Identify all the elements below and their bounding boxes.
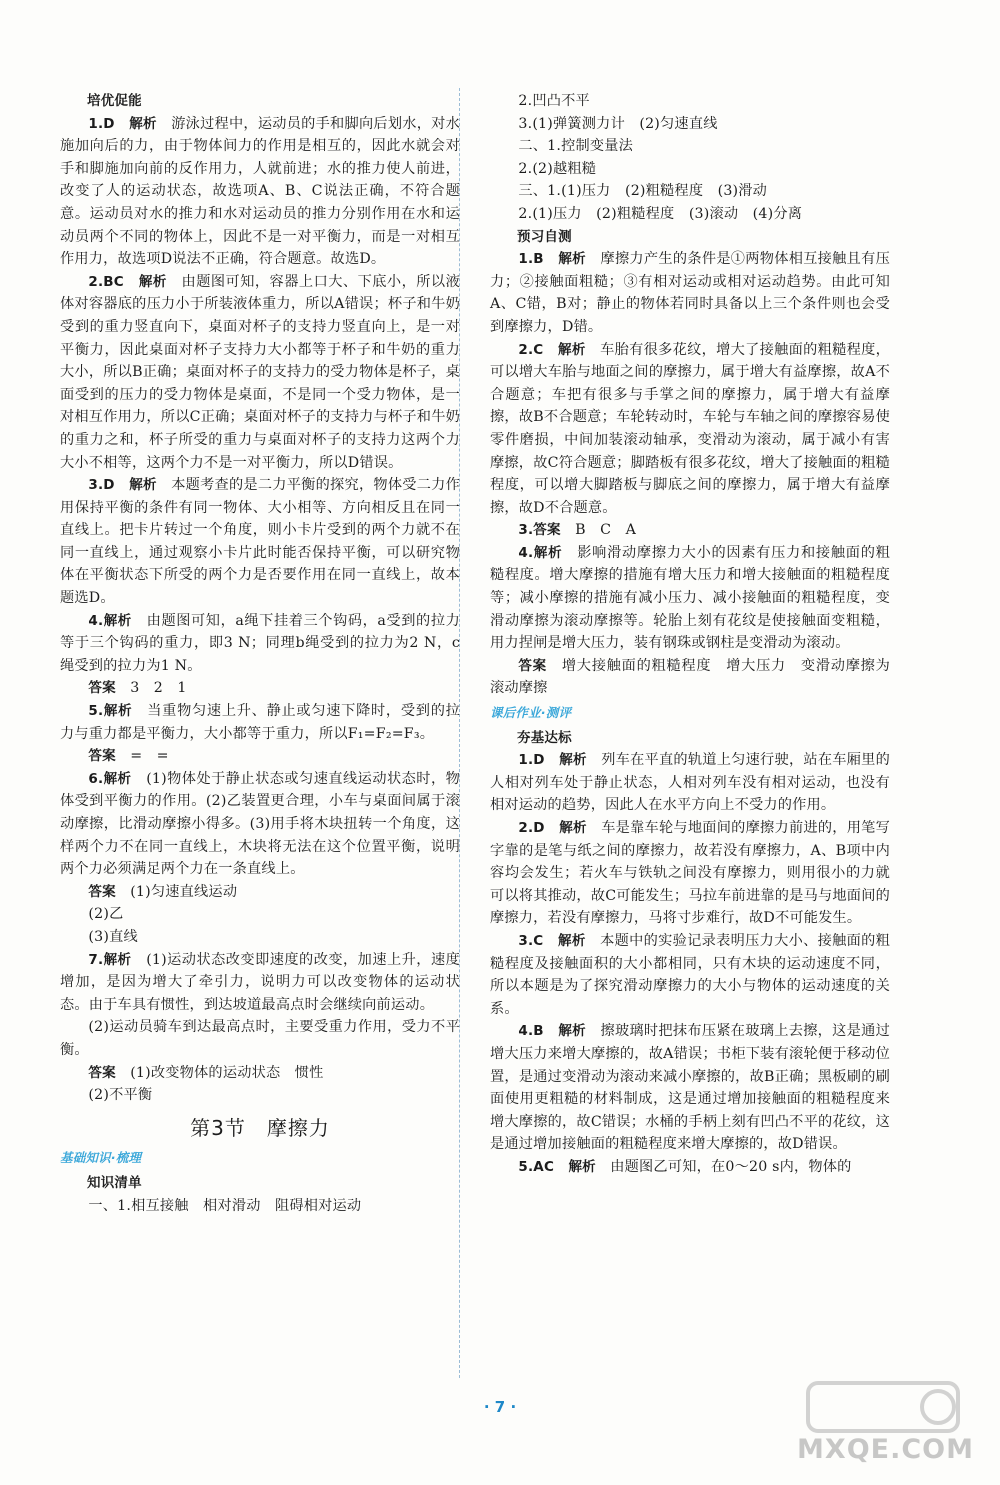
b3: 3.C 解析 本题中的实验记录表明压力大小、接触面的粗糙程度及接触面积的大小都相同，只有木块的运动速度不同，所以本题是为了探究滑动摩擦力的大小与物体的运动速度的关系。 (490, 932, 890, 1017)
q7: 7.解析 (1)运动状态改变即速度的改变，加速上升，速度增加，是因为增大了牵引力，说明力可以改变物体的运动状态。由于车具有惯性，到达坡道最高点时会继续向前运动。 (60, 951, 461, 1013)
b2: 2.D 解析 车是靠车轮与地面间的摩擦力前进的，用笔写字靠的是笔与纸之间的摩擦力，故若没有摩擦力，A、B项中内容均会发生；若火车与铁轨之间没有摩擦力，则用很小的力就可以将其推动，故C可能发生；马拉车前进靠的是马与地面间的摩擦力，若没有摩擦力，马将寸步难行，故D不可能发生。 (490, 820, 890, 927)
knowledge-item-7: 2.(1)压力 (2)粗糙程度 (3)滚动 (4)分离 (518, 205, 803, 222)
p2: 2.C 解析 车胎有很多花纹，增大了接触面的粗糙程度，可以增大车胎与地面之间的摩擦力，属于增大有益摩擦，故A不合题意；车把有很多与手掌之间的摩擦力，属于增大有益摩擦，故B不合题意；车轮转动时，车轮与车轴之间的摩擦容易使零件磨损，中间加装滚动轴承，变滑动为滚动，属于减小有害摩擦，故C符合题意；脚踏板有很多花纹，增大了接触面的粗糙程度，可以增大脚踏板与脚底之间的摩擦力，属于增大有益摩擦，故D不合题意。 (490, 341, 890, 516)
left-column (60, 90, 460, 1217)
right-column (490, 90, 890, 1179)
q4-answer: 答案 3 2 1 (88, 680, 187, 697)
p3-answer: 3.答案 B C A (518, 522, 637, 539)
q5-answer: 答案 = = (88, 748, 169, 765)
q2: 2.BC 解析 由题图可知，容器上口大、下底小，所以液体对容器底的压力小于所装液体重力，所以A错误；杯子和牛奶受到的重力竖直向下，桌面对杯子的支持力竖直向上，是一对平衡力，因此桌面对杯子支持力大小都等于杯子和牛奶的重力大小，所以B正确；桌面对杯子的支持力的受力物体是杯子，桌面受到的压力的受力物体是桌面，不是同一个受力物体，是一对相互作用力，所以C正确；桌面对杯子的支持力与杯子和牛奶的重力之和，杯子所受的重力与桌面对杯子的支持力这两个力大小不相等，这两个力不是一对平衡力，所以D错误。 (60, 273, 460, 471)
preview-test-title: 预习自测 (517, 228, 572, 245)
p4-answer: 答案 增大接触面的粗糙程度 增大压力 变滑动摩擦为滚动摩擦 (490, 657, 891, 697)
tag-basic-knowledge: 基础知识·梳理 (60, 1150, 142, 1166)
knowledge-item-4: 二、1.控制变量法 (518, 138, 634, 155)
q4: 4.解析 由题图可知，a绳下挂着三个钩码，a受到的拉力等于三个钩码的重力，即3 N；同理b绳受到的拉力为2 N，c绳受到的拉力为1 N。 (60, 612, 460, 674)
b1: 1.D 解析 列车在平直的轨道上匀速行驶，站在车厢里的人相对列车处于静止状态，人相对列车没有相对运动，也没有相对运动的趋势，因此人在水平方向上不受力的作用。 (490, 752, 890, 814)
page-number: · 7 · (483, 1398, 517, 1416)
knowledge-list-title: 知识清单 (87, 1174, 142, 1191)
q7-answer: 答案 (1)改变物体的运动状态 惯性 (88, 1064, 324, 1081)
heading-peiyou: 培优促能 (87, 93, 142, 109)
p1: 1.B 解析 摩擦力产生的条件是①两物体相互接触且有压力；②接触面粗糙；③有相对运动或相对运动趋势。由此可知A、C错，B对；静止的物体若同时具备以上三个条件则也会受到摩擦力，D错。 (490, 251, 890, 335)
knowledge-item-5: 2.(2)越粗糙 (518, 160, 597, 177)
q1: 1.D 解析 游泳过程中，运动员的手和脚向后划水，对水施加向后的力，由于物体间力的作用是相互的，因此水就会对手和脚施加向前的反作用力，人就前进；水的推力使人前进，改变了人的运动状态，故选项A、B、C说法正确，不符合题意。运动员对水的推力和水对运动员的推力分别作用在水和运动员两个不同的物体上，因此不是一对平衡力，而是一对相互作用力，故选项D说法不正确，符合题意。故选D。 (60, 115, 460, 268)
q6-answer-2: (2)乙 (88, 906, 124, 923)
b5: 5.AC 解析 由题图乙可知，在0～20 s内，物体的 (518, 1158, 852, 1175)
q7-answer-2: (2)不平衡 (88, 1087, 153, 1104)
q6: 6.解析 (1)物体处于静止状态或匀速直线运动状态时，物体受到平衡力的作用。(2)乙装置更合理，小车与桌面间属于滚动摩擦，比滑动摩擦小得多。(3)用手将木块扭转一个角度，这样两个力不在同一直线上，木块将无法在这个位置平衡，说明两个力必须满足两个力在一条直线上。 (60, 770, 461, 878)
q6-answer: 答案 (1)匀速直线运动 (88, 883, 238, 900)
tag-homework: 课后作业·测评 (490, 705, 572, 721)
p4: 4.解析 影响滑动摩擦力大小的因素有压力和接触面的粗糙程度。增大摩擦的措施有增大压力和增大接触面的粗糙程度等；减小摩擦的措施有减小压力、减小接触面的粗糙程度，变滑动摩擦为滚动摩擦等。轮胎上刻有花纹是使接触面变粗糙，用力捏闸是增大压力，装有钢珠或钢柱是变滑动为滚动。 (490, 544, 890, 652)
section-title: 第3节 摩擦力 (190, 1115, 330, 1140)
q7-part2: (2)运动员骑车到达最高点时，主要受重力作用，受力不平衡。 (60, 1019, 460, 1058)
q3: 3.D 解析 本题考查的是二力平衡的探究，物体受二力作用保持平衡的条件有同一物体、大小相等、方向相反且在同一直线上。把卡片转过一个角度，则小卡片受到的两个力就不在同一直线上，通过观察小卡片此时能否保持平衡，可以研究物体在平衡状态下所受的两个力是否要作用在同一直线上，故本题选D。 (60, 477, 460, 607)
knowledge-item-6: 三、1.(1)压力 (2)粗糙程度 (3)滑动 (518, 183, 768, 200)
b4: 4.B 解析 擦玻璃时把抹布压紧在玻璃上去擦，这是通过增大压力来增大摩擦的，故A错误；书柜下装有滚轮便于移动位置，是通过变滑动为滚动来减小摩擦的，故B正确；黑板刷的刷面使用更粗糙的材料制成，这是通过增加接触面的粗糙程度来增大摩擦的，故C错误；水桶的手柄上刻有凹凸不平的花纹，这是通过增加接触面的粗糙程度来增大摩擦的，故D错误。 (490, 1023, 890, 1153)
knowledge-item-2: 2.凹凸不平 (518, 93, 590, 109)
q5: 5.解析 当重物匀速上升、静止或匀速下降时，受到的拉力与重力都是平衡力，大小都等于重力，所以F₁=F₂=F₃。 (60, 703, 460, 742)
basics-title: 夯基达标 (517, 729, 572, 746)
knowledge-item-1: 一、1.相互接触 相对滑动 阻碍相对运动 (88, 1197, 362, 1214)
q6-answer-3: (3)直线 (88, 928, 138, 945)
watermark-text: MXQE.COM (797, 1434, 974, 1465)
knowledge-item-3: 3.(1)弹簧测力计 (2)匀速直线 (518, 115, 718, 132)
